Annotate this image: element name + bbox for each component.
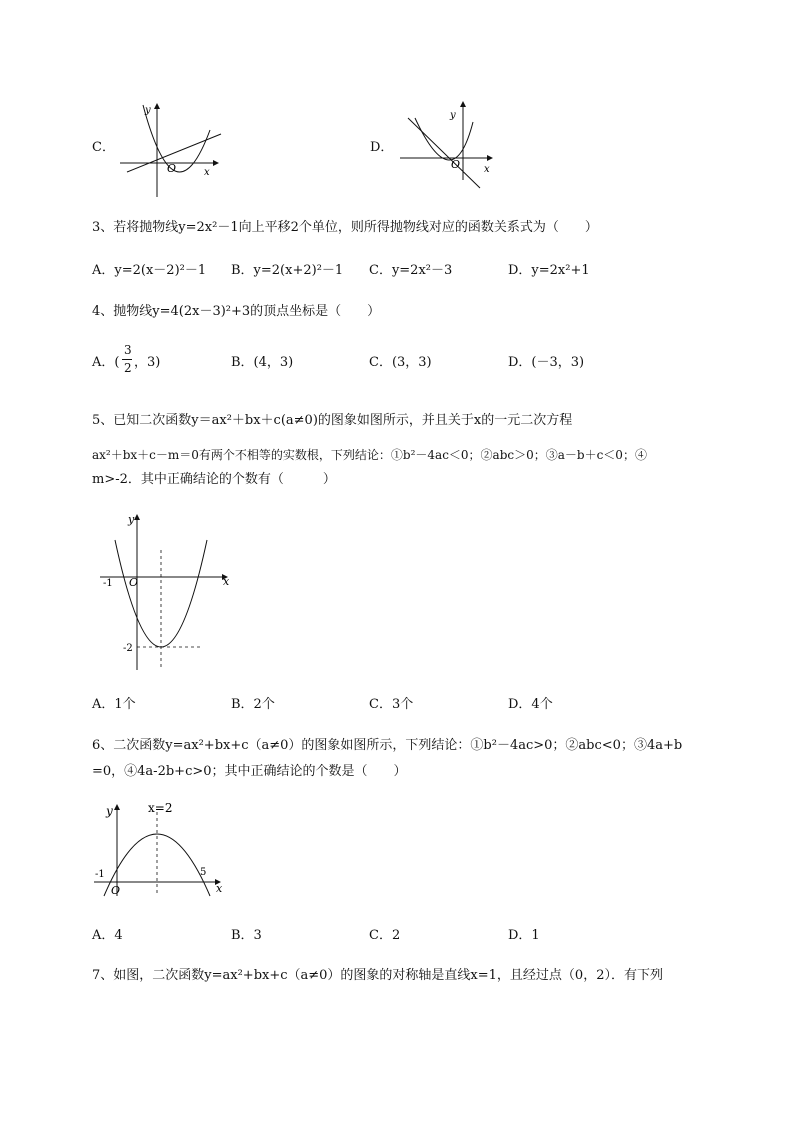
q7-text: 7、如图，二次函数y=ax²+bx+c（a≠0）的图象的对称轴是直线x=1，且经过点（0，2）．有下列: [92, 968, 663, 983]
q4-option-c: C．(3，3): [369, 355, 432, 370]
graph-c: [115, 100, 230, 200]
q3-option-b: B．y=2(x+2)²－1: [231, 263, 344, 278]
q6-line1: 6、二次函数y=ax²+bx+c（a≠0）的图象如图所示，下列结论：①b²－4ac>0；②abc<0；③4a+b: [92, 738, 683, 753]
q4-frac-den: 2: [124, 361, 132, 375]
q4-option-a: [92, 354, 119, 372]
neg1-label: -1: [103, 578, 113, 589]
x-label: x: [204, 167, 210, 178]
q4-option-b: B．(4，3): [231, 355, 294, 370]
q6-option-d: D．1: [508, 928, 540, 943]
q4-frac-num: 3: [124, 343, 132, 357]
option-c-label: C．: [92, 140, 115, 155]
axis-label: x=2: [148, 801, 173, 815]
q5-graph: [95, 510, 240, 675]
x-label: x: [223, 575, 230, 588]
q3-option-d: D．y=2x²+1: [508, 263, 590, 278]
origin-label: O: [111, 884, 121, 897]
y-label: y: [106, 804, 113, 818]
y-label: y: [145, 105, 151, 116]
neg1-label: -1: [95, 869, 105, 880]
q5-option-b: B．2个: [231, 697, 275, 712]
q3-option-a: A．y=2(x－2)²－1: [92, 263, 207, 278]
q5-line1: 5、已知二次函数y＝ax²＋bx＋c(a≠0)的图象如图所示，并且关于x的一元二次方程: [92, 413, 573, 428]
q6-option-c: C．2: [369, 928, 401, 943]
q4-option-d: D．(－3，3): [508, 355, 585, 370]
q6-option-a: A．4: [92, 928, 123, 943]
q6-option-b: B．3: [231, 928, 262, 943]
q4-frac-bar: [122, 359, 132, 360]
q6-line2: =0，④4a-2b+c>0；其中正确结论的个数是（ ）: [92, 764, 407, 779]
x-label: x: [484, 164, 490, 175]
parabola: [415, 118, 473, 160]
q6-graph: [92, 800, 232, 900]
q3-text: 3、若将抛物线y=2x²－1向上平移2个单位，则所得抛物线对应的函数关系式为（ ）: [92, 220, 598, 235]
line: [408, 118, 480, 188]
graph-d: [400, 100, 500, 200]
q3-option-c: C．y=2x²－3: [369, 263, 453, 278]
origin-label: O: [451, 158, 461, 171]
q5-option-a: A．1个: [92, 697, 136, 712]
y-label: y: [128, 513, 135, 526]
origin-label: O: [129, 576, 139, 589]
q5-line2: ax²＋bx＋c－m＝0有两个不相等的实数根，下列结论：①b²－4ac＜0；②abc＞0；③a－b＋c＜0；④: [92, 448, 647, 462]
five-label: 5: [200, 867, 207, 878]
q5-option-c: C．3个: [369, 697, 414, 712]
q4-text: 4、抛物线y=4(2x－3)²+3的顶点坐标是（ ）: [92, 304, 381, 319]
origin-label: O: [167, 162, 177, 175]
q4-option-a-prefix: A．(: [92, 355, 120, 370]
q4-option-a-suffix: ，3): [134, 355, 161, 370]
y-label: y: [450, 110, 456, 121]
q5-option-d: D．4个: [508, 697, 553, 712]
neg2-label: -2: [123, 643, 133, 654]
x-label: x: [216, 882, 223, 895]
q5-line3: m>-2．其中正确结论的个数有（ ）: [92, 472, 336, 487]
option-d-label: D．: [370, 140, 394, 155]
